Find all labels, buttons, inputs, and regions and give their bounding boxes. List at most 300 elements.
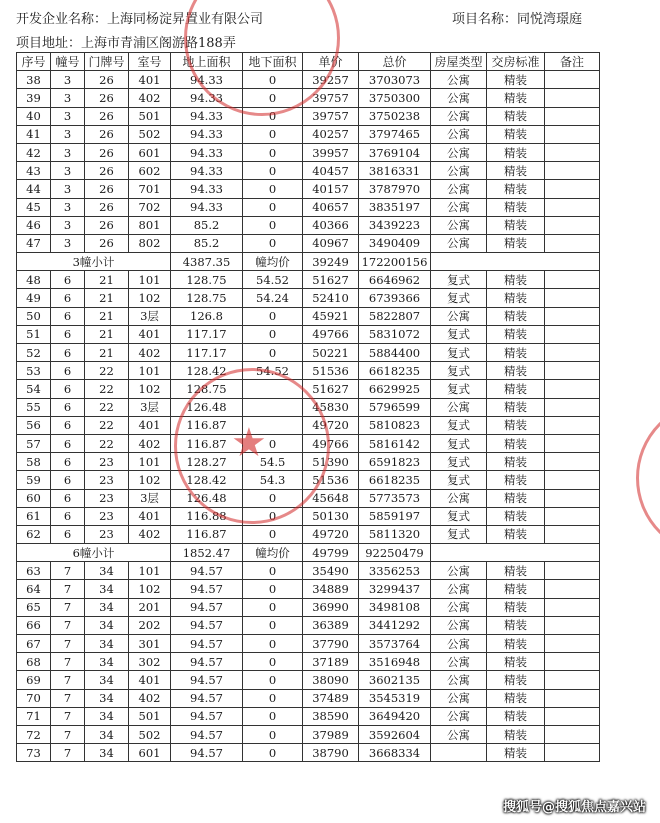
table-cell: 6	[51, 380, 85, 398]
table-cell: 0	[243, 107, 303, 125]
table-cell: 60	[17, 489, 51, 507]
table-cell: 5773573	[359, 489, 431, 507]
table-cell: 精装	[487, 598, 545, 616]
table-cell: 7	[51, 653, 85, 671]
watermark-text: 搜狐号@搜狐焦点嘉兴站	[502, 800, 646, 815]
table-cell: 39757	[303, 107, 359, 125]
table-cell: 精装	[487, 71, 545, 89]
table-cell: 精装	[487, 489, 545, 507]
table-cell: 公寓	[431, 125, 487, 143]
table-row	[17, 162, 600, 180]
table-cell: 公寓	[431, 162, 487, 180]
table-cell: 0	[243, 616, 303, 634]
table-cell: 702	[129, 198, 171, 216]
table-cell: 402	[129, 89, 171, 107]
table-cell: 精装	[487, 234, 545, 252]
table-cell: 51536	[303, 362, 359, 380]
table-cell: 402	[129, 434, 171, 452]
table-cell: 128.42	[171, 471, 243, 489]
table-cell: 3层	[129, 489, 171, 507]
table-cell: 51536	[303, 471, 359, 489]
table-cell: 精装	[487, 307, 545, 325]
table-cell: 精装	[487, 525, 545, 543]
table-cell: 6	[51, 453, 85, 471]
table-cell: 公寓	[431, 635, 487, 653]
table-cell	[545, 635, 600, 653]
table-cell: 58	[17, 453, 51, 471]
table-cell: 202	[129, 616, 171, 634]
table-cell: 3602135	[359, 671, 431, 689]
table-cell: 38590	[303, 707, 359, 725]
table-cell: 49766	[303, 434, 359, 452]
table-cell: 公寓	[431, 671, 487, 689]
table-cell	[545, 689, 600, 707]
table-cell	[545, 71, 600, 89]
table-row	[17, 725, 600, 743]
table-cell: 85.2	[171, 234, 243, 252]
table-cell: 0	[243, 307, 303, 325]
table-cell: 502	[129, 125, 171, 143]
col-header-unit-price: 单价	[303, 53, 359, 71]
table-row	[17, 198, 600, 216]
table-cell	[545, 598, 600, 616]
table-cell: 3816331	[359, 162, 431, 180]
table-cell: 3441292	[359, 616, 431, 634]
table-row	[17, 125, 600, 143]
table-cell: 70	[17, 689, 51, 707]
table-cell: 公寓	[431, 71, 487, 89]
table-cell: 54.3	[243, 471, 303, 489]
table-row	[17, 507, 600, 525]
table-cell: 6	[51, 489, 85, 507]
table-cell: 40257	[303, 125, 359, 143]
table-cell: 37989	[303, 725, 359, 743]
table-cell: 精装	[487, 125, 545, 143]
table-cell: 45921	[303, 307, 359, 325]
subtotal-total-price: 92250479	[359, 544, 431, 562]
table-cell: 302	[129, 653, 171, 671]
table-cell: 34	[85, 744, 129, 762]
table-cell: 精装	[487, 416, 545, 434]
table-cell: 50221	[303, 344, 359, 362]
table-cell: 34	[85, 689, 129, 707]
table-cell: 128.75	[171, 289, 243, 307]
table-cell: 公寓	[431, 89, 487, 107]
table-cell: 3545319	[359, 689, 431, 707]
subtotal-avg-price: 39249	[303, 253, 359, 271]
table-cell: 0	[243, 125, 303, 143]
table-cell: 精装	[487, 107, 545, 125]
table-cell: 73	[17, 744, 51, 762]
table-cell: 94.57	[171, 671, 243, 689]
table-cell: 5811320	[359, 525, 431, 543]
table-cell: 50130	[303, 507, 359, 525]
table-cell: 7	[51, 562, 85, 580]
table-cell: 67	[17, 635, 51, 653]
table-cell: 6	[51, 362, 85, 380]
table-cell: 0	[243, 635, 303, 653]
table-cell: 3	[51, 107, 85, 125]
table-row	[17, 525, 600, 543]
table-cell: 7	[51, 744, 85, 762]
table-cell: 102	[129, 580, 171, 598]
table-cell: 3797465	[359, 125, 431, 143]
table-cell: 94.57	[171, 744, 243, 762]
table-cell: 0	[243, 562, 303, 580]
table-cell: 精装	[487, 143, 545, 161]
table-cell: 40	[17, 107, 51, 125]
table-cell: 49720	[303, 416, 359, 434]
table-cell: 401	[129, 507, 171, 525]
table-cell: 3	[51, 71, 85, 89]
table-cell: 128.75	[171, 271, 243, 289]
table-cell: 128.27	[171, 453, 243, 471]
table-cell: 精装	[487, 380, 545, 398]
table-cell: 3703073	[359, 71, 431, 89]
table-cell	[545, 616, 600, 634]
table-cell: 34	[85, 725, 129, 743]
table-cell: 0	[243, 671, 303, 689]
table-cell: 47	[17, 234, 51, 252]
table-cell: 65	[17, 598, 51, 616]
table-cell: 802	[129, 234, 171, 252]
table-cell: 116.87	[171, 416, 243, 434]
table-cell: 3	[51, 89, 85, 107]
col-header-house-type: 房屋类型	[431, 53, 487, 71]
company-seal-right-edge	[636, 400, 660, 556]
table-cell: 126.48	[171, 489, 243, 507]
table-cell: 6618235	[359, 362, 431, 380]
table-cell: 38790	[303, 744, 359, 762]
table-cell: 精装	[487, 289, 545, 307]
table-cell: 3	[51, 125, 85, 143]
table-cell: 精装	[487, 653, 545, 671]
table-cell: 34	[85, 562, 129, 580]
table-cell: 公寓	[431, 598, 487, 616]
table-row	[17, 107, 600, 125]
table-cell: 51390	[303, 453, 359, 471]
table-cell: 101	[129, 562, 171, 580]
table-cell: 精装	[487, 180, 545, 198]
table-cell: 公寓	[431, 198, 487, 216]
table-cell: 7	[51, 671, 85, 689]
subtotal-area: 4387.35	[171, 253, 243, 271]
table-cell: 公寓	[431, 307, 487, 325]
table-cell: 40657	[303, 198, 359, 216]
table-cell: 36990	[303, 598, 359, 616]
table-cell: 复式	[431, 453, 487, 471]
table-cell: 5816142	[359, 434, 431, 452]
table-cell	[545, 162, 600, 180]
table-cell: 116.87	[171, 434, 243, 452]
table-cell: 26	[85, 71, 129, 89]
table-cell: 公寓	[431, 707, 487, 725]
table-cell: 34	[85, 671, 129, 689]
table-cell: 3层	[129, 307, 171, 325]
table-cell: 6	[51, 289, 85, 307]
table-cell: 0	[243, 143, 303, 161]
table-cell: 6646962	[359, 271, 431, 289]
table-cell: 37489	[303, 689, 359, 707]
col-header-index: 序号	[17, 53, 51, 71]
table-cell: 501	[129, 707, 171, 725]
table-cell: 23	[85, 507, 129, 525]
table-cell: 44	[17, 180, 51, 198]
table-cell: 0	[243, 434, 303, 452]
table-cell: 3649420	[359, 707, 431, 725]
table-cell: 38	[17, 71, 51, 89]
table-cell: 52	[17, 344, 51, 362]
table-cell: 3769104	[359, 143, 431, 161]
table-cell: 23	[85, 489, 129, 507]
table-cell: 63	[17, 562, 51, 580]
table-cell: 37790	[303, 635, 359, 653]
table-cell: 6739366	[359, 289, 431, 307]
table-cell	[545, 216, 600, 234]
table-cell: 3750238	[359, 107, 431, 125]
table-cell: 复式	[431, 344, 487, 362]
table-row	[17, 234, 600, 252]
table-cell	[545, 471, 600, 489]
table-cell: 公寓	[431, 616, 487, 634]
table-cell: 精装	[487, 744, 545, 762]
table-row	[17, 707, 600, 725]
developer-name: 开发企业名称：上海同杨淀昇置业有限公司	[16, 12, 264, 27]
table-cell: 3356253	[359, 562, 431, 580]
table-cell: 402	[129, 689, 171, 707]
table-cell: 34	[85, 598, 129, 616]
table-cell: 精装	[487, 707, 545, 725]
table-cell: 3835197	[359, 198, 431, 216]
table-cell: 94.33	[171, 143, 243, 161]
table-cell: 49	[17, 289, 51, 307]
col-header-room: 室号	[129, 53, 171, 71]
table-cell: 3299437	[359, 580, 431, 598]
table-cell: 5884400	[359, 344, 431, 362]
table-cell: 5822807	[359, 307, 431, 325]
table-cell: 0	[243, 707, 303, 725]
table-cell: 68	[17, 653, 51, 671]
table-cell: 701	[129, 180, 171, 198]
table-row	[17, 180, 600, 198]
table-cell: 公寓	[431, 180, 487, 198]
table-cell: 94.33	[171, 71, 243, 89]
table-cell: 102	[129, 380, 171, 398]
subtotal-avg-label: 幢均价	[243, 544, 303, 562]
table-cell: 精装	[487, 162, 545, 180]
table-cell: 52410	[303, 289, 359, 307]
table-cell: 6591823	[359, 453, 431, 471]
table-cell: 401	[129, 671, 171, 689]
table-cell: 94.57	[171, 635, 243, 653]
table-cell: 39957	[303, 143, 359, 161]
subtotal-row	[17, 253, 600, 271]
table-cell: 0	[243, 744, 303, 762]
table-cell: 5831072	[359, 325, 431, 343]
table-cell: 精装	[487, 689, 545, 707]
table-cell: 21	[85, 289, 129, 307]
table-cell	[545, 707, 600, 725]
table-cell: 7	[51, 725, 85, 743]
table-cell: 3516948	[359, 653, 431, 671]
table-cell: 128.75	[171, 380, 243, 398]
table-cell: 26	[85, 234, 129, 252]
table-cell: 公寓	[431, 725, 487, 743]
table-cell: 精装	[487, 362, 545, 380]
table-cell: 94.33	[171, 125, 243, 143]
table-cell: 49720	[303, 525, 359, 543]
table-cell: 0	[243, 525, 303, 543]
subtotal-area: 1852.47	[171, 544, 243, 562]
table-cell: 41	[17, 125, 51, 143]
table-cell: 3750300	[359, 89, 431, 107]
table-cell: 6	[51, 471, 85, 489]
table-cell: 56	[17, 416, 51, 434]
table-row	[17, 689, 600, 707]
table-cell: 精装	[487, 725, 545, 743]
table-cell: 66	[17, 616, 51, 634]
table-cell: 22	[85, 398, 129, 416]
project-address: 项目地址：上海市青浦区阁游路188弄	[16, 36, 236, 51]
table-cell	[545, 653, 600, 671]
table-row	[17, 289, 600, 307]
table-cell	[545, 143, 600, 161]
table-cell: 3592604	[359, 725, 431, 743]
table-cell: 34	[85, 653, 129, 671]
col-header-remarks: 备注	[545, 53, 600, 71]
table-cell: 复式	[431, 525, 487, 543]
table-cell: 精装	[487, 562, 545, 580]
table-cell: 0	[243, 71, 303, 89]
table-cell: 23	[85, 525, 129, 543]
table-cell: 54.52	[243, 362, 303, 380]
table-cell: 94.57	[171, 725, 243, 743]
table-cell: 22	[85, 380, 129, 398]
table-cell	[545, 744, 600, 762]
table-cell: 6	[51, 271, 85, 289]
table-cell: 126.48	[171, 398, 243, 416]
company-seal-center	[174, 368, 330, 524]
table-cell: 64	[17, 580, 51, 598]
table-row	[17, 653, 600, 671]
table-cell: 94.33	[171, 180, 243, 198]
table-cell: 7	[51, 689, 85, 707]
table-cell: 0	[243, 507, 303, 525]
table-cell: 3	[51, 180, 85, 198]
table-cell	[545, 671, 600, 689]
table-cell: 精装	[487, 434, 545, 452]
table-cell	[545, 325, 600, 343]
table-cell: 复式	[431, 289, 487, 307]
table-cell: 26	[85, 143, 129, 161]
table-cell: 6	[51, 507, 85, 525]
table-cell: 45648	[303, 489, 359, 507]
col-header-delivery: 交房标准	[487, 53, 545, 71]
table-cell: 402	[129, 525, 171, 543]
table-cell	[545, 125, 600, 143]
seal-star-icon: ★	[231, 420, 267, 466]
table-cell: 6	[51, 416, 85, 434]
table-cell: 0	[243, 725, 303, 743]
table-row	[17, 562, 600, 580]
table-cell: 49766	[303, 325, 359, 343]
table-cell: 39	[17, 89, 51, 107]
table-cell: 精装	[487, 398, 545, 416]
table-cell	[545, 507, 600, 525]
table-cell: 3	[51, 234, 85, 252]
table-cell: 3668334	[359, 744, 431, 762]
table-cell	[545, 234, 600, 252]
table-cell: 94.57	[171, 707, 243, 725]
table-cell: 5859197	[359, 507, 431, 525]
table-cell: 34	[85, 616, 129, 634]
table-cell: 38090	[303, 671, 359, 689]
table-cell: 复式	[431, 471, 487, 489]
table-cell	[545, 380, 600, 398]
table-cell: 51627	[303, 380, 359, 398]
table-cell: 94.57	[171, 689, 243, 707]
table-cell: 6	[51, 344, 85, 362]
table-cell: 601	[129, 143, 171, 161]
table-cell: 57	[17, 434, 51, 452]
table-cell: 22	[85, 362, 129, 380]
table-cell: 102	[129, 289, 171, 307]
table-cell: 3573764	[359, 635, 431, 653]
table-cell: 0	[243, 489, 303, 507]
table-cell: 42	[17, 143, 51, 161]
table-cell: 402	[129, 344, 171, 362]
table-cell: 6629925	[359, 380, 431, 398]
table-cell: 6	[51, 398, 85, 416]
table-cell: 复式	[431, 434, 487, 452]
subtotal-avg-price: 49799	[303, 544, 359, 562]
table-cell: 0	[243, 653, 303, 671]
subtotal-label: 6幢小计	[17, 544, 171, 562]
table-cell: 21	[85, 271, 129, 289]
table-cell	[545, 580, 600, 598]
table-cell: 101	[129, 453, 171, 471]
table-cell: 55	[17, 398, 51, 416]
project-name: 项目名称：同悦湾璟庭	[452, 12, 583, 27]
table-cell: 精装	[487, 325, 545, 343]
table-cell: 46	[17, 216, 51, 234]
table-cell: 5796599	[359, 398, 431, 416]
table-cell: 精装	[487, 453, 545, 471]
table-cell: 26	[85, 162, 129, 180]
table-cell: 3	[51, 143, 85, 161]
table-row	[17, 635, 600, 653]
table-cell: 3	[51, 198, 85, 216]
table-cell: 117.17	[171, 344, 243, 362]
table-cell	[545, 416, 600, 434]
table-cell: 精装	[487, 507, 545, 525]
table-cell: 401	[129, 325, 171, 343]
table-cell: 34	[85, 580, 129, 598]
table-cell: 94.57	[171, 653, 243, 671]
table-cell: 21	[85, 307, 129, 325]
table-cell: 精装	[487, 344, 545, 362]
table-cell: 34	[85, 707, 129, 725]
table-cell: 101	[129, 271, 171, 289]
table-cell: 0	[243, 216, 303, 234]
table-cell: 116.88	[171, 507, 243, 525]
table-cell: 3	[51, 216, 85, 234]
table-cell: 7	[51, 635, 85, 653]
col-header-total-price: 总价	[359, 53, 431, 71]
table-cell: 94.33	[171, 162, 243, 180]
table-cell	[545, 107, 600, 125]
table-row	[17, 344, 600, 362]
